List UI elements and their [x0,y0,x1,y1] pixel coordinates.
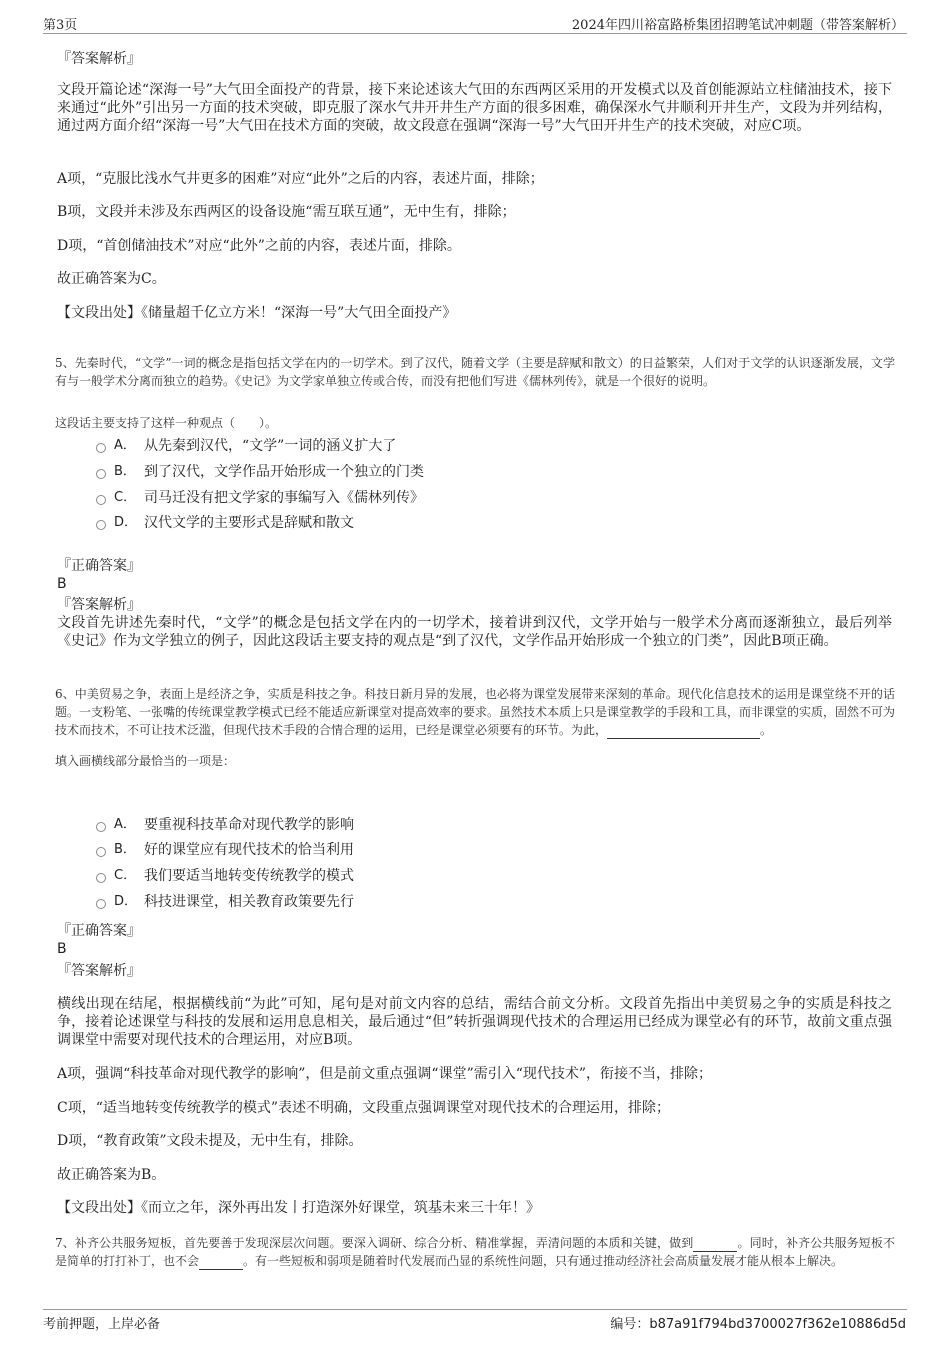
footer-slogan: 考前押题，上岸必备 [43,1317,161,1332]
q6-option-a[interactable] [96,816,354,834]
radio-icon[interactable] [96,899,106,909]
q7-part2: 。同时，补齐公共服务短板不是简单的打打补丁，也不会 [55,1236,895,1268]
option-letter: B． [114,464,136,479]
option-letter: C． [114,868,137,883]
q5-option-c[interactable] [96,489,424,507]
q4-analysis-label: 『答案解析』 [57,51,141,67]
q5-answer-label: 『正确答案』 [57,558,141,574]
q6-option-d-note: D项，“教育政策”文段未提及，无中生有，排除。 [57,1133,363,1149]
q6-analysis-label: 『答案解析』 [57,963,141,979]
q6-answer: B [57,941,67,957]
code-value: b87a91f794bd3700027f362e10886d5d [649,1317,906,1332]
option-letter: D． [114,894,138,909]
radio-icon[interactable] [96,873,106,883]
radio-icon[interactable] [96,847,106,857]
page-number: 第3页 [43,18,78,33]
option-text: 汉代文学的主要形式是辞赋和散文 [144,515,354,531]
option-text: 科技进课堂，相关教育政策要先行 [144,894,354,910]
q6-source: 【文段出处】《而立之年，深外再出发丨打造深外好课堂，筑基未来三十年！》 [57,1200,540,1216]
q5-option-d[interactable] [96,514,354,532]
q6-stem [55,685,895,739]
q5-option-a[interactable] [96,437,396,455]
q7-part3: 。有一些短板和弱项是随着时代发展而凸显的系统性问题，只有通过推动经济社会高质量发展才能从根本上解决。 [243,1254,844,1268]
q6-option-c[interactable] [96,867,354,885]
q5-prompt: 这段话主要支持了这样一种观点（ ）。 [55,416,278,430]
radio-icon[interactable] [96,520,106,530]
q5-stem: 5、先秦时代，“文学”一词的概念是指包括文学在内的一切学术。到了汉代，随着文学（主要是辞赋和散文）的日益繁荣，人们对于文学的认识逐渐发展，文学有与一般学术分离而独立的趋势。《史记》为文学家单独立传或合传，而没有把他们写进《儒林列传》，就是一个很好的说明。 [55,356,895,388]
q6-option-b[interactable] [96,841,354,859]
option-text: 从先秦到汉代，“文学”一词的涵义扩大了 [144,438,397,454]
code-label: 编号： [610,1317,650,1332]
q7-stem [55,1234,895,1270]
q6-prompt: 填入画横线部分最恰当的一项是： [55,754,236,768]
q5-answer: B [57,576,67,592]
option-text: 我们要适当地转变传统教学的模式 [144,868,354,884]
footer-divider [43,1309,907,1310]
option-text: 司马迁没有把文学家的事编写入《儒林列传》 [144,490,424,506]
q6-option-d[interactable] [96,893,354,911]
q4-analysis-text: 文段开篇论述“深海一号”大气田全面投产的背景，接下来论述该大气田的东西两区采用的开发模式以及首创能源站立柱储油技术，接下来通过“此外”引出另一方面的技术突破，即克服了深水气井开井生产方面的很多困难，确保深水气井顺利开井生产，文段为并列结构，通过两方面介绍“深海一号”大气田在技术方面的突破，故文段意在强调“深海一号”大气田开井生产的技术突破，对应C项。 [57,82,892,134]
radio-icon[interactable] [96,469,106,479]
q5-analysis-text: 文段首先讲述先秦时代，“文学”的概念是包括文学在内的一切学术，接着讲到汉代，文学开始与一般学术分离而逐渐独立，最后列举《史记》作为文学独立的例子，因此这段话主要支持的观点是“到了汉代，文学作品开始形成一个独立的门类”，因此B项正确。 [57,615,892,649]
q6-analysis-text: 横线出现在结尾，根据横线前“为此”可知，尾句是对前文内容的总结，需结合前文分析。文段首先指出中美贸易之争的实质是科技之争，接着论述课堂与科技的发展和运用息息相关，最后通过“但”转折强调现代技术的合理运用已经成为课堂必有的环节，故前文重点强调课堂中需要对现代技术的合理运用，对应B项。 [57,996,892,1048]
fill-blank [607,725,760,739]
q6-stem-end: 。 [760,723,773,737]
q6-stem-text: 6、中美贸易之争，表面上是经济之争，实质是科技之争。科技日新月异的发展，也必将为课堂发展带来深刻的革命。现代化信息技术的运用是课堂绕不开的话题。一支粉笔、一张嘴的传统课堂教学模式已经不能适应新课堂对提高效率的要求。虽然技术本质上只是课堂教学的手段和工具，而非课堂的实质，固然不可为技术而技术，不可让技术泛滥，但现代技术手段的合情合理的运用，已经是课堂必须要有的环节。为此， [55,687,896,737]
q6-answer-label: 『正确答案』 [57,923,141,939]
q4-option-a-note: A项，“克服比浅水气井更多的困难”对应“此外”之后的内容，表述片面，排除； [57,171,544,187]
radio-icon[interactable] [96,822,106,832]
radio-icon[interactable] [96,443,106,453]
q5-analysis-label: 『答案解析』 [57,597,141,613]
option-text: 好的课堂应有现代技术的恰当利用 [144,842,354,858]
q4-option-d-note: D项，“首创储油技术”对应“此外”之前的内容，表述片面，排除。 [57,238,461,254]
q4-option-b-note: B项，文段并未涉及东西两区的设备设施“需互联互通”，无中生有，排除； [57,204,516,220]
q4-source: 【文段出处】《储量超千亿立方米！“深海一号”大气田全面投产》 [57,305,457,321]
q6-option-c-note: C项，“适当地转变传统教学的模式”表述不明确，文段重点强调课堂对现代技术的合理运用，排除； [57,1100,671,1116]
option-text: 到了汉代，文学作品开始形成一个独立的门类 [144,464,424,480]
radio-icon[interactable] [96,495,106,505]
q5-option-b[interactable] [96,463,424,481]
header-divider [43,33,907,34]
document-code [610,1313,906,1332]
option-letter: C． [114,490,137,505]
option-text: 要重视科技革命对现代教学的影响 [144,817,354,833]
q6-conclusion: 故正确答案为B。 [57,1167,166,1183]
q7-part1: 7、补齐公共服务短板，首先要善于发现深层次问题。要深入调研、综合分析、精准掌握，弄清问题的本质和关键，做到 [55,1236,694,1250]
fill-blank [693,1239,737,1252]
option-letter: D． [114,515,138,530]
option-letter: A． [114,817,136,832]
fill-blank [199,1257,243,1270]
q6-option-a-note: A项，强调“科技革命对现代教学的影响”，但是前文重点强调“课堂”需引入“现代技术”，衔接不当，排除； [57,1066,713,1082]
q4-conclusion: 故正确答案为C。 [57,271,166,287]
document-title: 2024年四川裕富路桥集团招聘笔试冲刺题（带答案解析） [571,18,904,33]
option-letter: B． [114,842,136,857]
option-letter: A． [114,438,136,453]
